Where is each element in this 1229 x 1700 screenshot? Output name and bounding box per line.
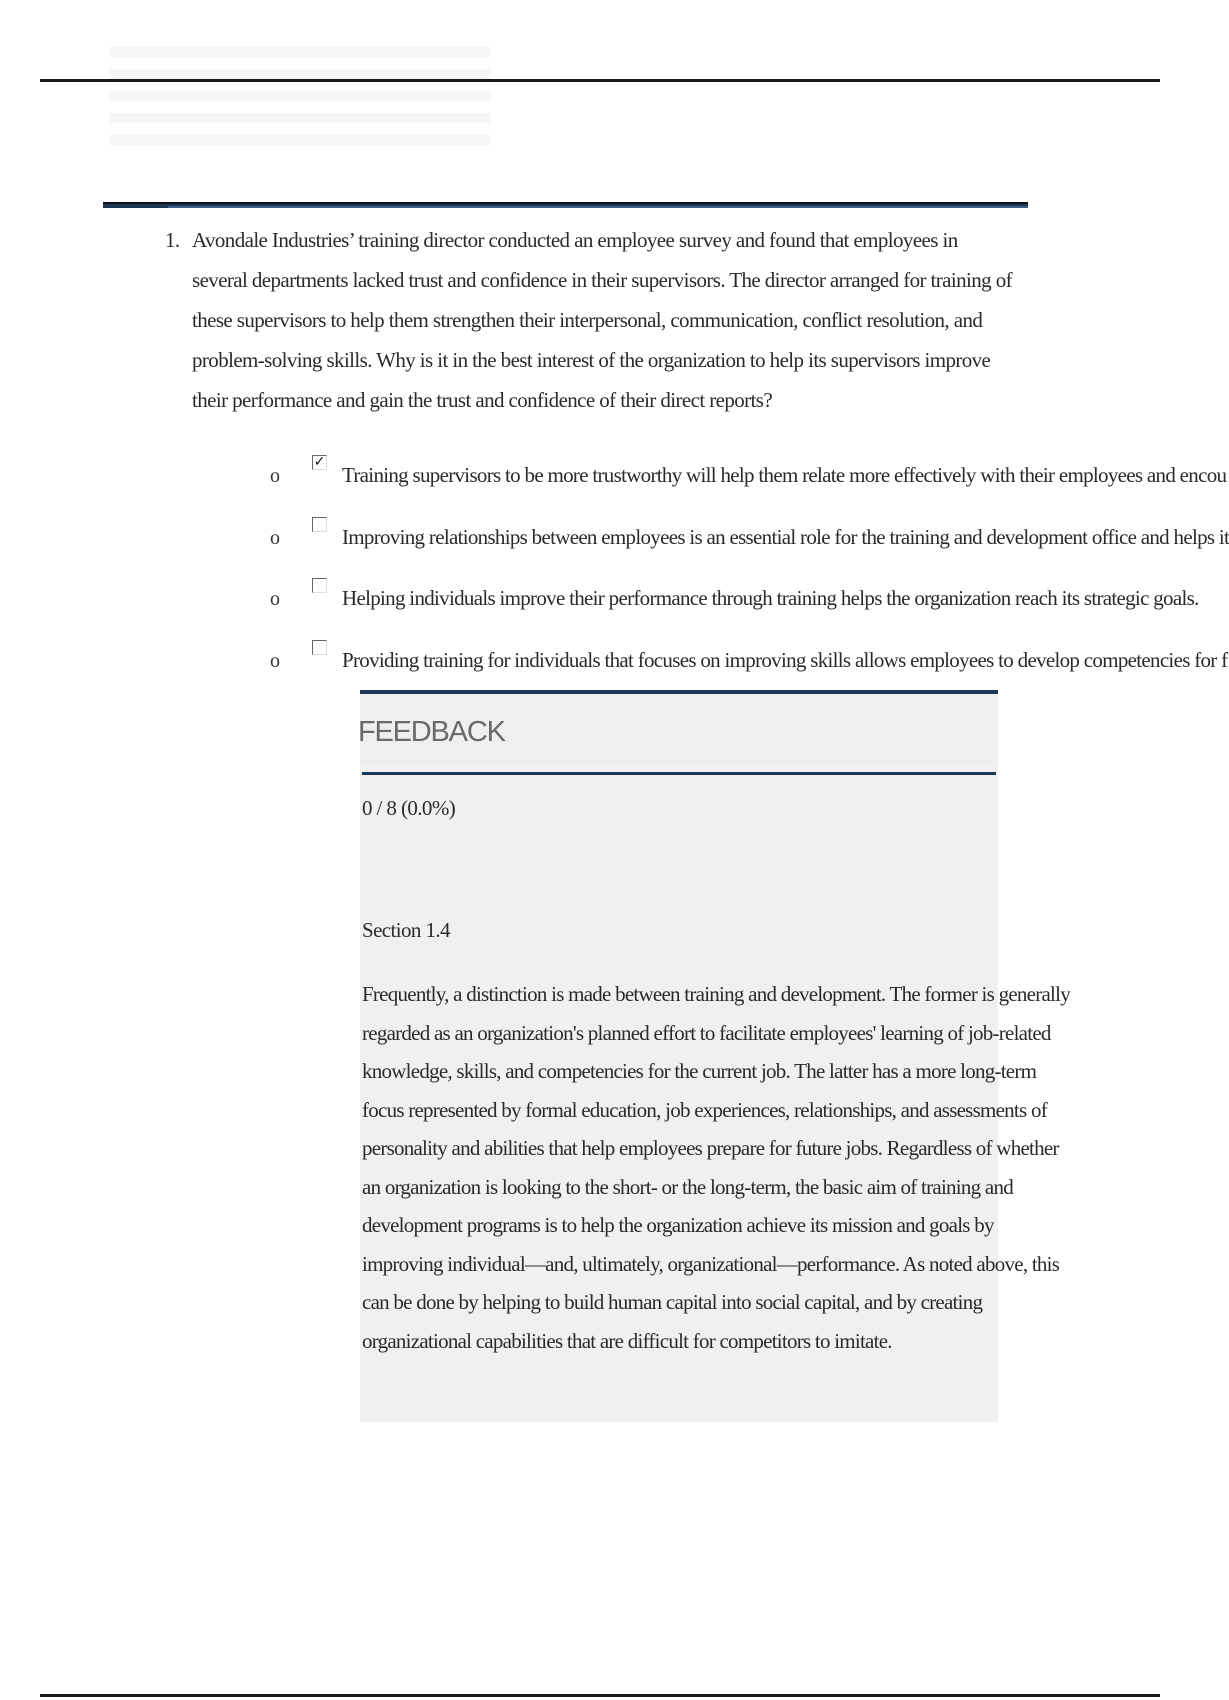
explanation-line: focus represented by formal education, job experiences, relationships, and assessments of	[362, 1097, 1047, 1122]
answer-option-4[interactable]	[270, 640, 1228, 680]
option-checkbox[interactable]	[312, 578, 327, 593]
explanation-line: improving individual—and, ultimately, organizational—performance. As noted above, this	[362, 1251, 1060, 1276]
option-checkbox[interactable]	[312, 517, 327, 532]
explanation-line: regarded as an organization's planned effort to facilitate employees' learning of job-related	[362, 1020, 1051, 1045]
feedback-panel	[358, 690, 1070, 1422]
option-checkbox-checked[interactable]: ✓	[313, 454, 326, 470]
answer-option-1[interactable]	[270, 454, 1227, 495]
explanation-line: knowledge, skills, and competencies for the current job. The latter has a more long-term	[362, 1059, 1037, 1083]
explanation-line: can be done by helping to build human capital into social capital, and by creating	[362, 1290, 983, 1314]
bottom-divider	[40, 1694, 1160, 1697]
answer-option-2[interactable]	[270, 517, 1229, 557]
option-bullet: o	[270, 650, 280, 672]
feedback-explanation	[362, 975, 1070, 1360]
option-bullet: o	[270, 588, 280, 610]
feedback-section-reference: Section 1.4	[362, 918, 450, 942]
explanation-line: Frequently, a distinction is made between training and development. The former is generally	[362, 982, 1070, 1006]
feedback-header	[360, 694, 998, 764]
option-label: Providing training for individuals that focuses on improving skills allows employees to develop competencies for f	[342, 648, 1228, 672]
faded-header-watermark	[110, 35, 490, 145]
explanation-line: personality and abilities that help employees prepare for future jobs. Regardless of whether	[362, 1136, 1059, 1160]
explanation-line: development programs is to help the organization achieve its mission and goals by	[362, 1213, 994, 1237]
option-label: Training supervisors to be more trustworthy will help them relate more effectively with their employees and encou	[342, 463, 1227, 487]
question-number: 1.	[165, 228, 180, 252]
option-label: Helping individuals improve their performance through training helps the organization reach its strategic goals.	[342, 586, 1199, 610]
option-bullet: o	[270, 527, 280, 549]
option-checkbox[interactable]	[312, 640, 327, 655]
feedback-title: FEEDBACK	[358, 716, 505, 748]
option-label: Improving relationships between employees is an essential role for the training and development office and helps it	[342, 525, 1229, 549]
question-text: Avondale Industries’ training director conducted an employee survey and found that employees in several departments lacked trust and confidence in their supervisors. The director arranged for training of these supervisors to help them strengthen their interpersonal, communication, conflict resolution, and problem-solving skills. Why is it in the best interest of the organization to help its supervisors improve their performance and gain the trust and confidence of their direct reports?	[192, 228, 1012, 412]
top-divider	[40, 79, 1160, 82]
question-top-bar-accent	[168, 206, 1028, 208]
feedback-score: 0 / 8 (0.0%)	[362, 796, 456, 820]
answer-option-3[interactable]	[270, 578, 1199, 618]
option-bullet: o	[270, 465, 280, 487]
explanation-line: organizational capabilities that are difficult for competitors to imitate.	[362, 1328, 892, 1353]
explanation-line: an organization is looking to the short- or the long-term, the basic aim of training and	[362, 1174, 1013, 1199]
